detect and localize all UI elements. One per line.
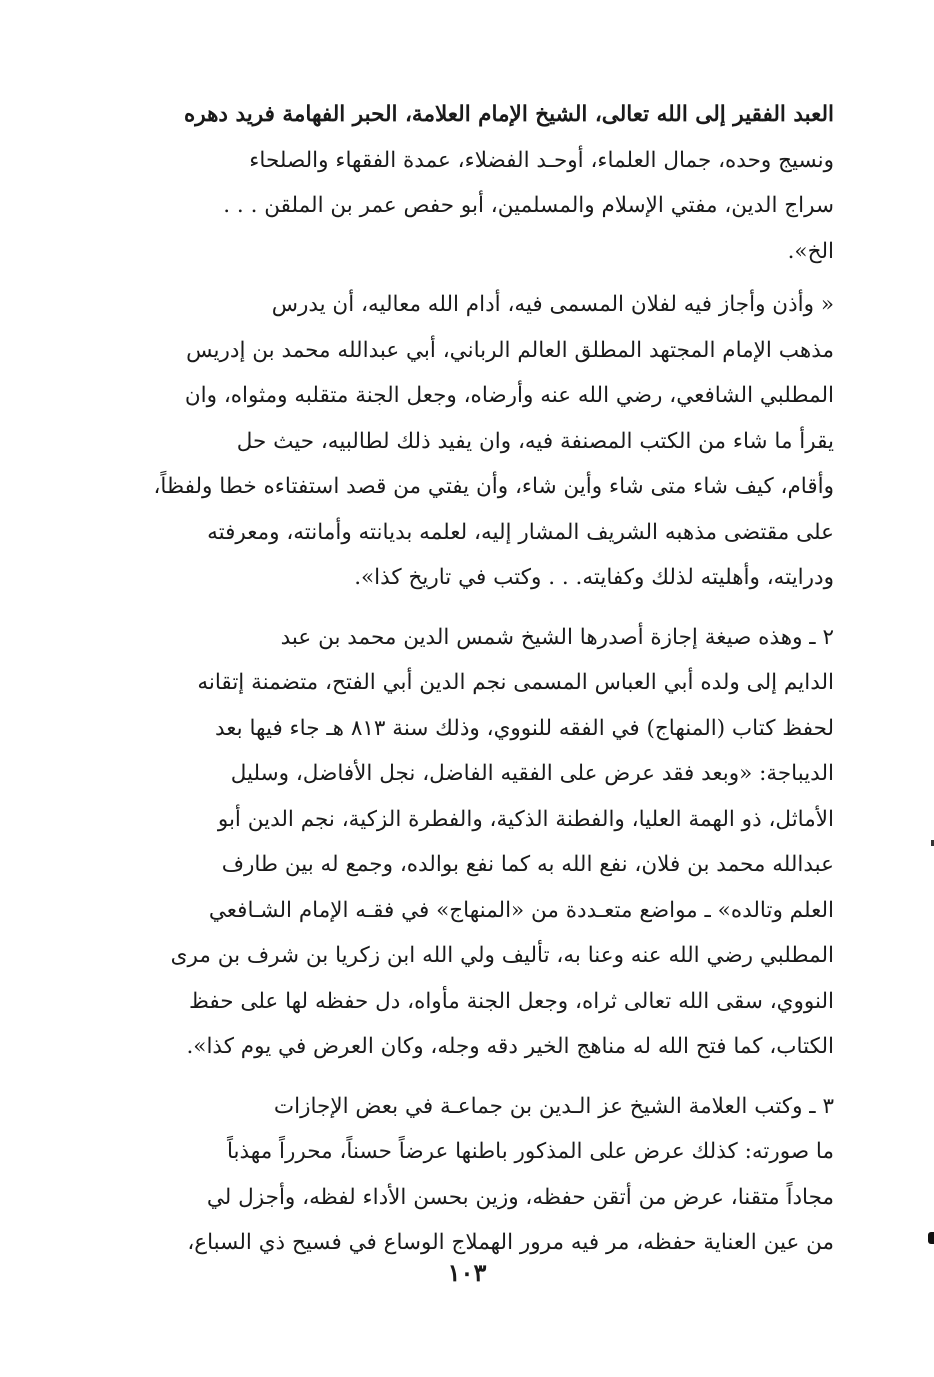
text-line: ٣ ـ وكتب العلامة الشيخ عز الـدين بن جماعـة في بعض الإجازات: [273, 1093, 834, 1119]
text-line: الخ».: [787, 238, 834, 264]
page-body: [122, 92, 834, 1266]
scan-edge-mark: [928, 1232, 934, 1244]
paragraph-2: [122, 282, 834, 601]
text-line: ما صورته: كذلك عرض على المذكور باطنها عرضاً حسناً، محرراً مهذباً: [226, 1139, 834, 1164]
text-line: على مقتضى مذهبه الشريف المشار إليه، لعلمه بديانته وأمانته، ومعرفته: [207, 519, 834, 545]
paragraph-4: [122, 1084, 834, 1266]
text-line: المطلبي رضي الله عنه وعنا به، تأليف ولي الله ابن زكريا بن شرف بن مرى: [170, 943, 834, 968]
text-line: النووي، سقى الله تعالى ثراه، وجعل الجنة مأواه، دل حفظه لها على حفظ: [188, 988, 834, 1014]
text-line: يقرأ ما شاء من الكتب المصنفة فيه، وان يفيد ذلك لطالبيه، حيث حل: [236, 428, 834, 454]
text-line: الأماثل، ذو الهمة العليا، والفطنة الذكية، والفطرة الزكية، نجم الدين أبو: [217, 806, 834, 832]
text-line: الدايم إلى ولده أبي العباس المسمى نجم الدين أبي الفتح، متضمنة إتقانه: [197, 670, 834, 695]
paragraph-3: [122, 615, 834, 1070]
text-line: الديباجة: «وبعد فقد عرض على الفقيه الفاضل، نجل الأفاضل، وسليل: [230, 761, 834, 786]
text-line: ٢ ـ وهذه صيغة إجازة أصدرها الشيخ شمس الدين محمد بن عبد: [280, 624, 834, 650]
page-number: ١٠٣: [447, 1258, 487, 1287]
text-line: ودرايته، وأهليته لذلك وكفايته. . . وكتب في تاريخ كذا».: [354, 565, 834, 590]
text-line: من عين العناية حفظه، مر فيه مرور الهملاج الوساع في فسيح ذي السباع،: [187, 1230, 834, 1255]
text-line: ونسيج وحده، جمال العلماء، أوحـد الفضلاء، عمدة الفقهاء والصلحاء: [249, 147, 834, 173]
text-line: مجاداً متقنا، عرض من أتقن حفظه، وزين بحسن الأداء لفظه، وأجزل لي: [206, 1184, 834, 1210]
paragraph-1: [122, 92, 834, 274]
text-line: « وأذن وأجاز فيه لفلان المسمى فيه، أدام الله معاليه، أن يدرس: [271, 292, 834, 317]
text-line: مذهب الإمام المجتهد المطلق العالم الرباني، أبي عبدالله محمد بن إدريس: [186, 337, 834, 363]
text-line: لحفظ كتاب (المنهاج) في الفقه للنووي، وذلك سنة ٨١٣ هـ جاء فيها بعد: [215, 715, 834, 741]
text-line: المطلبي الشافعي، رضي الله عنه وأرضاه، وجعل الجنة متقلبه ومثواه، وان: [184, 383, 834, 408]
text-line: العبد الفقير إلى الله تعالى، الشيخ الإمام العلامة، الحبر الفهامة فريد دهره: [183, 102, 834, 127]
text-line: وأقام، كيف شاء متى شاء وأين شاء، وأن يفتي من قصد استفتاءه خطا ولفظاً،: [153, 474, 834, 499]
text-line: الكتاب، كما فتح الله له مناهج الخير دقه وجله، وكان العرض في يوم كذا».: [186, 1034, 834, 1059]
text-line: العلم وتالده» ـ مواضع متعـددة من «المنهاج» في فقـه الإمام الشـافعي: [208, 897, 834, 923]
text-line: عبدالله محمد بن فلان، نفع الله به كما نفع بوالده، وجمع له بين طارف: [221, 852, 834, 877]
text-line: سراج الدين، مفتي الإسلام والمسلمين، أبو حفص عمر بن الملقن . . .: [223, 193, 834, 218]
